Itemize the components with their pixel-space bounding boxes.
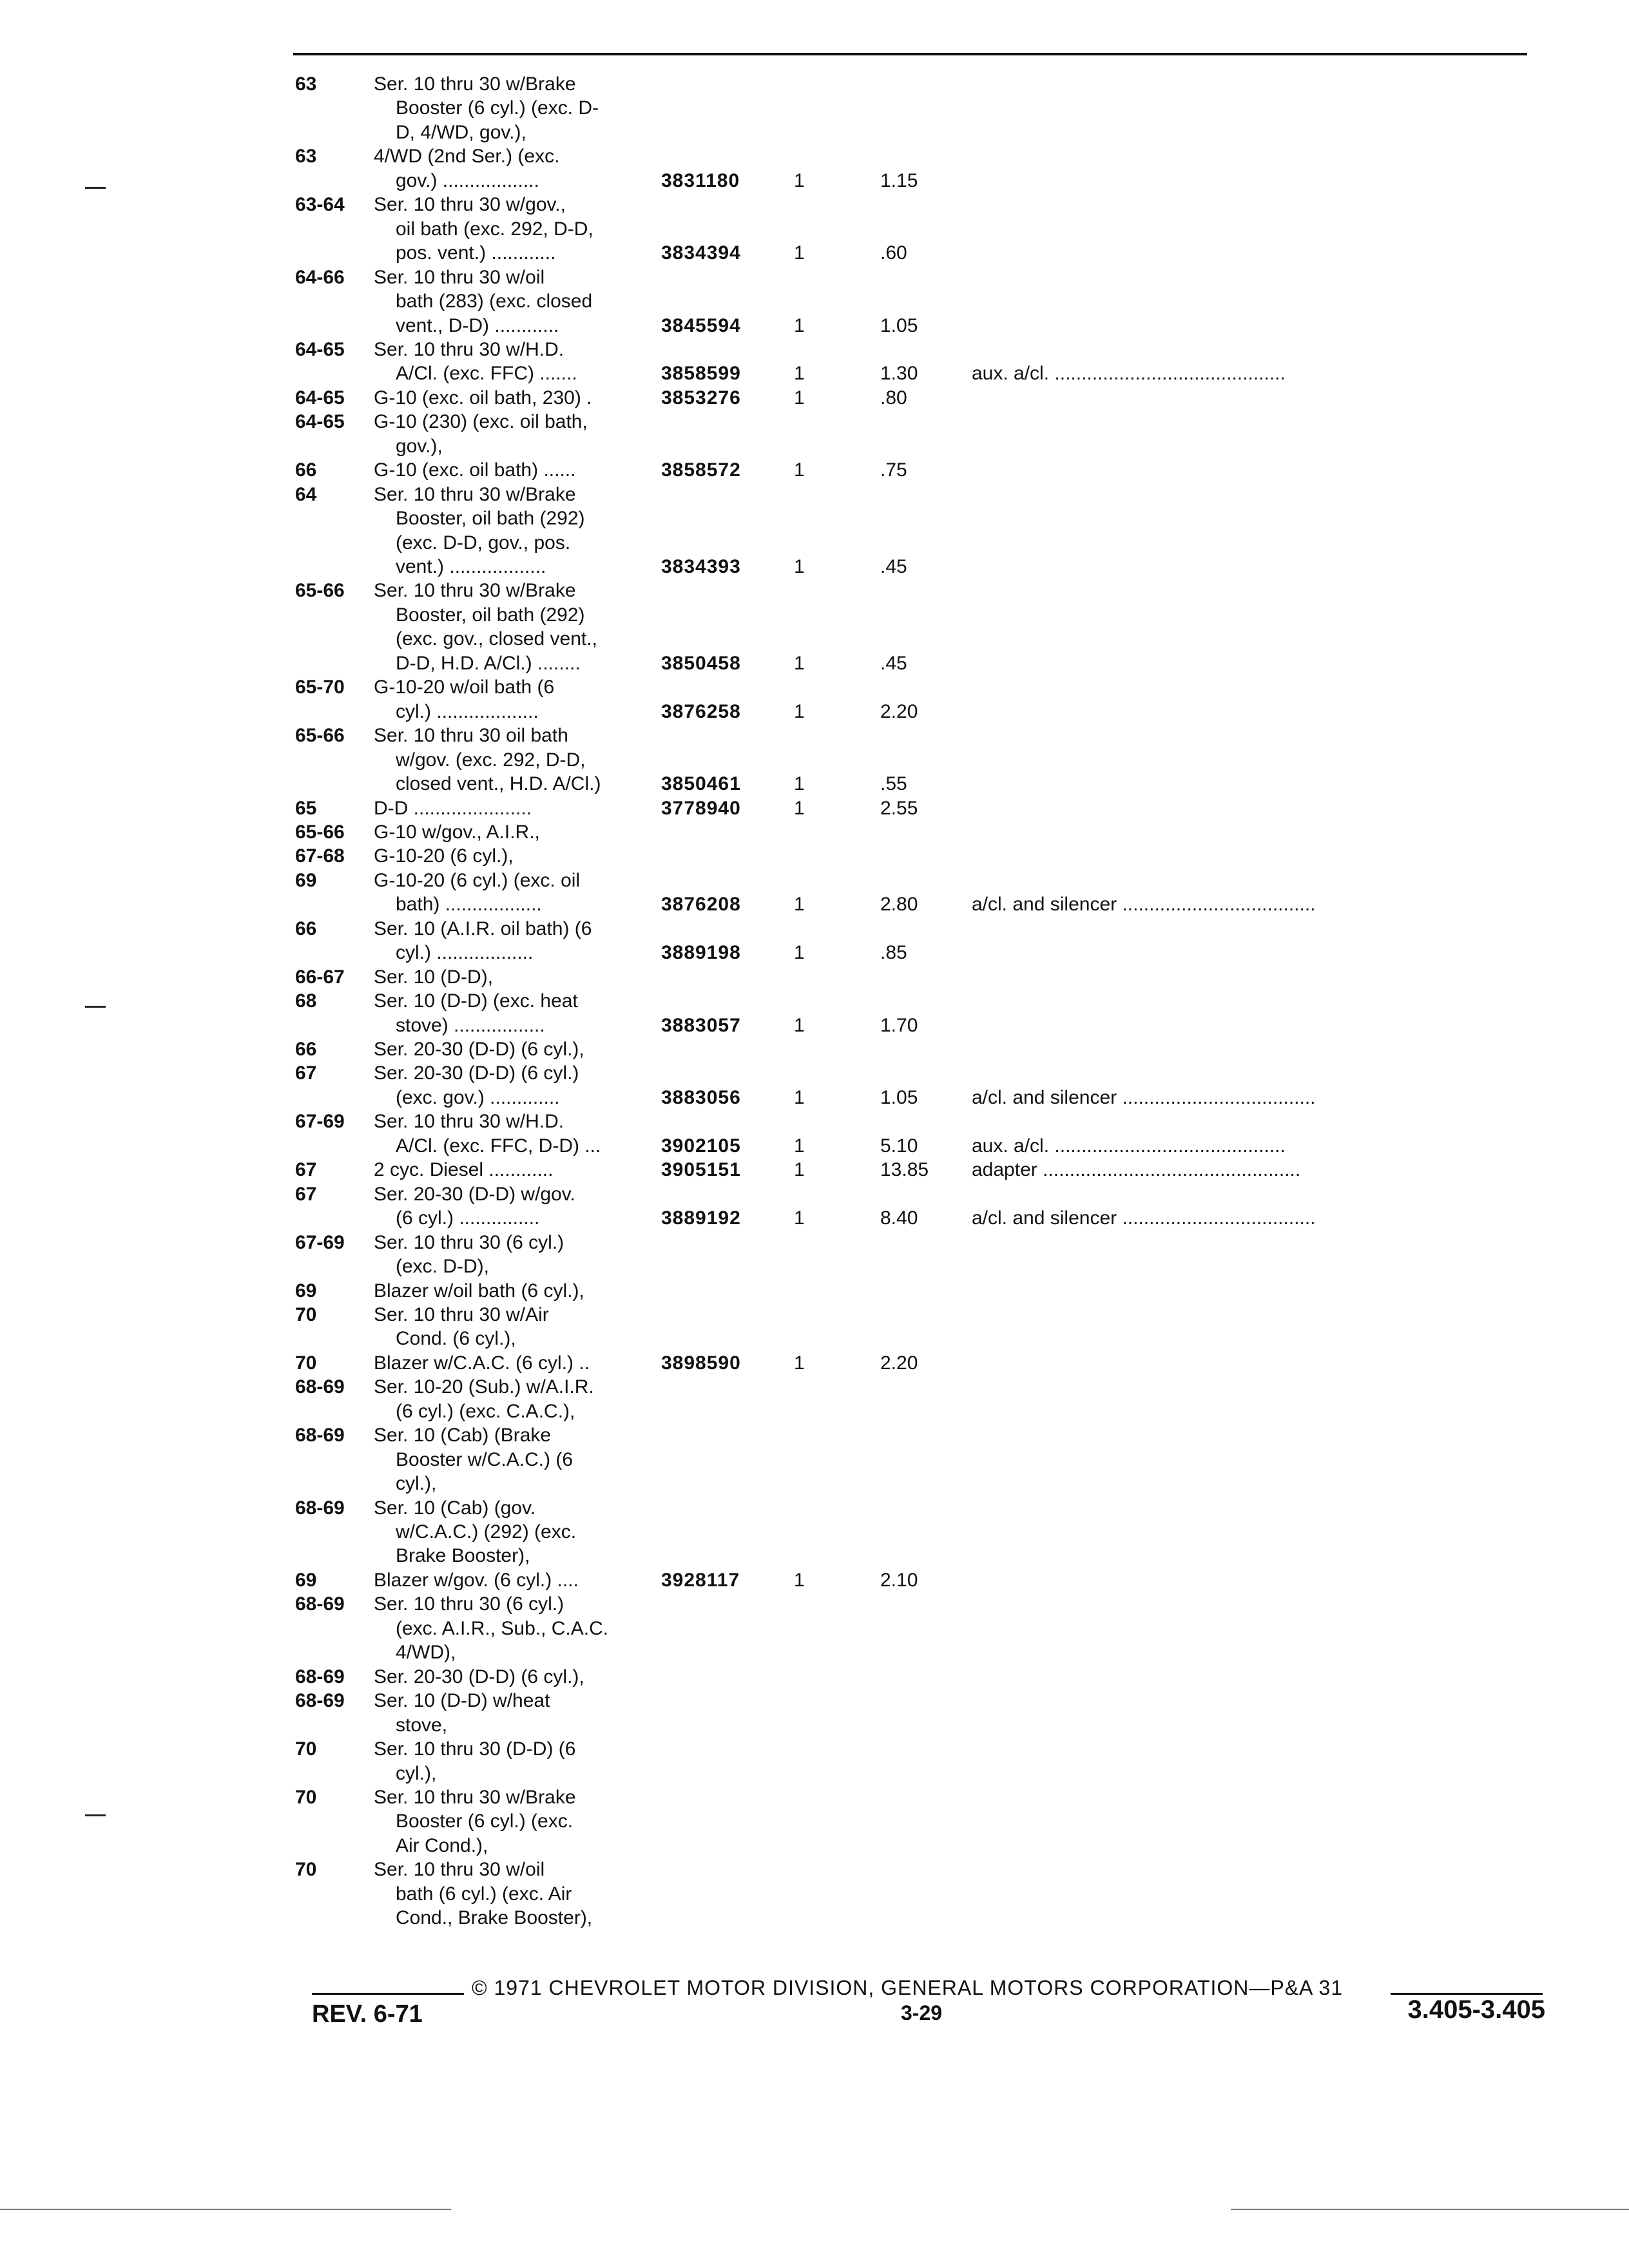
table-row xyxy=(0,1858,1629,1881)
price: 1.05 xyxy=(880,314,918,336)
application-description: (exc. gov.) ............. xyxy=(396,1086,560,1108)
model-year: 63 xyxy=(295,73,317,95)
part-number: 3834393 xyxy=(661,556,741,577)
table-row xyxy=(0,555,1629,579)
model-year: 70 xyxy=(295,1859,317,1881)
quantity: 1 xyxy=(794,1135,805,1157)
table-row xyxy=(0,1544,1629,1568)
table-row xyxy=(0,869,1629,892)
application-description: Ser. 10 thru 30 w/oil xyxy=(374,266,545,288)
application-description: cyl.), xyxy=(396,1762,437,1784)
application-description: G-10 (exc. oil bath, 230) . xyxy=(374,387,592,408)
application-description: Blazer w/C.A.C. (6 cyl.) .. xyxy=(374,1352,590,1374)
application-description: Ser. 10 thru 30 w/Brake xyxy=(374,483,576,505)
price: 1.15 xyxy=(880,169,918,191)
part-number: 3778940 xyxy=(661,797,741,819)
table-row xyxy=(0,169,1629,193)
application-description: stove, xyxy=(396,1714,448,1736)
table-row xyxy=(0,724,1629,747)
application-description: (exc. A.I.R., Sub., C.A.C. xyxy=(396,1617,609,1639)
application-description: Ser. 10 thru 30 w/oil xyxy=(374,1859,545,1881)
table-row xyxy=(0,1254,1629,1278)
application-description: Ser. 20-30 (D-D) (6 cyl.) xyxy=(374,1062,579,1084)
table-row xyxy=(0,193,1629,216)
model-year: 70 xyxy=(295,1786,317,1808)
model-year: 70 xyxy=(295,1303,317,1325)
price: 2.20 xyxy=(880,700,918,722)
table-row xyxy=(0,1448,1629,1472)
application-description: G-10-20 (6 cyl.) (exc. oil xyxy=(374,869,581,891)
table-row xyxy=(0,1134,1629,1158)
application-description: cyl.) ................... xyxy=(396,700,539,722)
quantity: 1 xyxy=(794,1159,805,1181)
scan-edge-line xyxy=(1231,2209,1629,2210)
application-description: (exc. D-D), xyxy=(396,1256,489,1278)
table-row xyxy=(0,1399,1629,1423)
part-number: 3905151 xyxy=(661,1159,741,1181)
table-row xyxy=(0,627,1629,651)
application-description: w/gov. (exc. 292, D-D, xyxy=(396,749,586,771)
model-year: 64-65 xyxy=(295,387,345,408)
table-row xyxy=(0,506,1629,530)
application-description: G-10-20 (6 cyl.), xyxy=(374,845,514,867)
model-year: 65-66 xyxy=(295,580,345,602)
quantity: 1 xyxy=(794,169,805,191)
part-note: adapter ................................................ xyxy=(972,1159,1301,1181)
table-row xyxy=(0,1279,1629,1303)
price: .45 xyxy=(880,652,907,674)
quantity: 1 xyxy=(794,314,805,336)
quantity: 1 xyxy=(794,1086,805,1108)
application-description: Ser. 10 thru 30 w/Brake xyxy=(374,73,576,95)
application-description: D-D, H.D. A/Cl.) ........ xyxy=(396,652,581,674)
part-number: 3889198 xyxy=(661,942,741,964)
application-description: Ser. 10 thru 30 w/H.D. xyxy=(374,338,564,360)
table-row xyxy=(0,844,1629,868)
model-year: 67 xyxy=(295,1159,317,1181)
part-number: 3928117 xyxy=(661,1569,740,1591)
table-row xyxy=(0,483,1629,506)
table-row xyxy=(0,96,1629,120)
application-description: G-10 (230) (exc. oil bath, xyxy=(374,411,588,433)
table-row xyxy=(0,1762,1629,1785)
table-row xyxy=(0,1713,1629,1737)
price: 2.80 xyxy=(880,894,918,916)
model-year: 68-69 xyxy=(295,1593,345,1615)
application-description: Ser. 10 thru 30 w/Air xyxy=(374,1303,549,1325)
application-description: D-D ...................... xyxy=(374,797,532,819)
part-number: 3876258 xyxy=(661,700,741,722)
application-description: Ser. 10 (Cab) (gov. xyxy=(374,1497,536,1519)
price: .45 xyxy=(880,556,907,577)
quantity: 1 xyxy=(794,1207,805,1229)
table-row xyxy=(0,1665,1629,1689)
table-row xyxy=(0,1834,1629,1858)
table-row xyxy=(0,1689,1629,1713)
part-note: a/cl. and silencer .................................... xyxy=(972,1086,1316,1108)
application-description: Brake Booster), xyxy=(396,1545,530,1567)
part-number: 3850461 xyxy=(661,773,741,795)
quantity: 1 xyxy=(794,1569,805,1591)
table-row xyxy=(0,144,1629,168)
application-description: G-10 w/gov., A.I.R., xyxy=(374,821,540,843)
model-year: 63-64 xyxy=(295,194,345,216)
model-year: 64 xyxy=(295,483,317,505)
table-row xyxy=(0,72,1629,96)
table-row xyxy=(0,772,1629,796)
table-row xyxy=(0,941,1629,965)
application-description: bath (283) (exc. closed xyxy=(396,291,593,312)
application-description: cyl.), xyxy=(396,1473,437,1495)
application-description: Booster, oil bath (292) xyxy=(396,508,585,530)
table-row xyxy=(0,579,1629,602)
application-description: cyl.) .................. xyxy=(396,942,534,964)
model-year: 66 xyxy=(295,918,317,939)
table-row xyxy=(0,965,1629,989)
model-year: 69 xyxy=(295,869,317,891)
table-row xyxy=(0,1617,1629,1640)
model-year: 68-69 xyxy=(295,1690,345,1712)
application-description: Air Cond.), xyxy=(396,1834,488,1856)
table-row xyxy=(0,1182,1629,1206)
copyright-notice: © 1971 CHEVROLET MOTOR DIVISION, GENERAL MOTORS CORPORATION—P&A 31 xyxy=(472,1976,1344,1999)
part-number: 3858599 xyxy=(661,363,741,385)
table-row xyxy=(0,458,1629,482)
application-description: vent.) .................. xyxy=(396,556,546,577)
table-row xyxy=(0,1906,1629,1930)
table-row xyxy=(0,1472,1629,1495)
table-row xyxy=(0,1640,1629,1664)
model-year: 69 xyxy=(295,1569,317,1591)
part-number: 3889192 xyxy=(661,1207,741,1229)
table-row xyxy=(0,1158,1629,1182)
model-year: 66 xyxy=(295,459,317,481)
application-description: pos. vent.) ............ xyxy=(396,242,556,264)
application-description: (exc. gov., closed vent., xyxy=(396,628,597,650)
model-year: 66 xyxy=(295,1039,317,1060)
application-description: Cond. (6 cyl.), xyxy=(396,1328,516,1350)
model-year: 67 xyxy=(295,1062,317,1084)
table-row xyxy=(0,1592,1629,1616)
application-description: (exc. D-D, gov., pos. xyxy=(396,532,571,553)
table-row xyxy=(0,241,1629,265)
part-number: 3845594 xyxy=(661,314,741,336)
price: .80 xyxy=(880,387,907,408)
model-year: 65-70 xyxy=(295,677,345,698)
model-year: 70 xyxy=(295,1352,317,1374)
model-year: 64-66 xyxy=(295,266,345,288)
part-number: 3883057 xyxy=(661,1014,741,1036)
table-row xyxy=(0,1520,1629,1544)
application-description: Ser. 10 thru 30 w/H.D. xyxy=(374,1111,564,1133)
table-row xyxy=(0,796,1629,820)
application-description: (6 cyl.) ............... xyxy=(396,1207,540,1229)
quantity: 1 xyxy=(794,1352,805,1374)
quantity: 1 xyxy=(794,242,805,264)
table-row xyxy=(0,1809,1629,1833)
model-year: 68-69 xyxy=(295,1666,345,1687)
price: 5.10 xyxy=(880,1135,918,1157)
model-year: 70 xyxy=(295,1738,317,1760)
table-row xyxy=(0,748,1629,772)
table-row xyxy=(0,651,1629,675)
table-row xyxy=(0,1206,1629,1230)
table-row xyxy=(0,314,1629,338)
application-description: (6 cyl.) (exc. C.A.C.), xyxy=(396,1400,575,1422)
revision-label: REV. 6-71 xyxy=(312,2001,423,2028)
application-description: Ser. 10 thru 30 oil bath xyxy=(374,725,568,747)
application-description: A/Cl. (exc. FFC, D-D) ... xyxy=(396,1135,601,1157)
model-year: 65 xyxy=(295,797,317,819)
model-year: 67 xyxy=(295,1183,317,1205)
quantity: 1 xyxy=(794,556,805,577)
price: 1.70 xyxy=(880,1014,918,1036)
part-note: aux. a/cl. ........................................... xyxy=(972,363,1286,385)
price: 1.05 xyxy=(880,1086,918,1108)
quantity: 1 xyxy=(794,894,805,916)
application-description: Ser. 20-30 (D-D) w/gov. xyxy=(374,1183,575,1205)
model-year: 66-67 xyxy=(295,966,345,988)
quantity: 1 xyxy=(794,1014,805,1036)
application-description: Ser. 10 (Cab) (Brake xyxy=(374,1425,552,1446)
table-row xyxy=(0,1785,1629,1809)
application-description: gov.) .................. xyxy=(396,169,539,191)
table-row xyxy=(0,265,1629,289)
part-number: 3858572 xyxy=(661,459,741,481)
price: 8.40 xyxy=(880,1207,918,1229)
price: .60 xyxy=(880,242,907,264)
table-row xyxy=(0,989,1629,1013)
application-description: Booster, oil bath (292) xyxy=(396,604,585,626)
model-year: 65-66 xyxy=(295,725,345,747)
application-description: vent., D-D) ............ xyxy=(396,314,559,336)
model-year: 68-69 xyxy=(295,1425,345,1446)
application-description: G-10-20 w/oil bath (6 xyxy=(374,677,555,698)
table-row xyxy=(0,1496,1629,1520)
top-rule xyxy=(293,53,1527,55)
application-description: Ser. 10-20 (Sub.) w/A.I.R. xyxy=(374,1376,594,1398)
application-description: Ser. 20-30 (D-D) (6 cyl.), xyxy=(374,1039,584,1060)
application-description: oil bath (exc. 292, D-D, xyxy=(396,218,593,240)
table-row xyxy=(0,386,1629,410)
table-row xyxy=(0,1303,1629,1327)
table-row xyxy=(0,1327,1629,1350)
table-row xyxy=(0,1351,1629,1375)
model-year: 68-69 xyxy=(295,1497,345,1519)
table-row xyxy=(0,892,1629,916)
application-description: Ser. 10 thru 30 (6 cyl.) xyxy=(374,1593,564,1615)
application-description: D, 4/WD, gov.), xyxy=(396,121,526,143)
model-year: 69 xyxy=(295,1280,317,1302)
price: .75 xyxy=(880,459,907,481)
part-number: 3850458 xyxy=(661,652,741,674)
model-year: 67-69 xyxy=(295,1231,345,1253)
application-description: Ser. 10 thru 30 w/gov., xyxy=(374,194,566,216)
price: 2.10 xyxy=(880,1569,918,1591)
application-description: Booster (6 cyl.) (exc. xyxy=(396,1811,574,1832)
application-description: G-10 (exc. oil bath) ...... xyxy=(374,459,576,481)
quantity: 1 xyxy=(794,700,805,722)
table-row xyxy=(0,1568,1629,1592)
part-number: 3853276 xyxy=(661,387,741,408)
part-number: 3831180 xyxy=(661,169,740,191)
price: .55 xyxy=(880,773,907,795)
model-year: 68-69 xyxy=(295,1376,345,1398)
application-description: bath) .................. xyxy=(396,894,542,916)
application-description: Ser. 10 (D-D) (exc. heat xyxy=(374,990,578,1012)
table-row xyxy=(0,700,1629,724)
table-row xyxy=(0,531,1629,555)
table-row xyxy=(0,1231,1629,1254)
quantity: 1 xyxy=(794,773,805,795)
application-description: stove) ................. xyxy=(396,1014,545,1036)
part-note: a/cl. and silencer .................................... xyxy=(972,894,1316,916)
table-row xyxy=(0,1737,1629,1761)
application-description: Blazer w/gov. (6 cyl.) .... xyxy=(374,1569,579,1591)
application-description: Ser. 10 (D-D) w/heat xyxy=(374,1690,550,1712)
application-description: bath (6 cyl.) (exc. Air xyxy=(396,1883,572,1905)
table-row xyxy=(0,1110,1629,1133)
table-row xyxy=(0,1423,1629,1447)
quantity: 1 xyxy=(794,797,805,819)
application-description: gov.), xyxy=(396,435,443,457)
page-number: 3-29 xyxy=(901,2001,943,2024)
application-description: Ser. 10 thru 30 (D-D) (6 xyxy=(374,1738,576,1760)
table-row xyxy=(0,675,1629,699)
footer-rule-left xyxy=(312,1993,464,1995)
quantity: 1 xyxy=(794,459,805,481)
table-row xyxy=(0,1375,1629,1399)
application-description: A/Cl. (exc. FFC) ....... xyxy=(396,363,577,385)
part-number: 3876208 xyxy=(661,894,741,916)
model-year: 64-65 xyxy=(295,338,345,360)
table-row xyxy=(0,603,1629,627)
price: 13.85 xyxy=(880,1159,929,1181)
model-year: 63 xyxy=(295,146,317,168)
part-number: 3898590 xyxy=(661,1352,741,1374)
scan-edge-line xyxy=(0,2209,451,2210)
table-row xyxy=(0,1014,1629,1037)
application-description: Ser. 10 thru 30 w/Brake xyxy=(374,580,576,602)
application-description: Ser. 10 (D-D), xyxy=(374,966,494,988)
quantity: 1 xyxy=(794,387,805,408)
quantity: 1 xyxy=(794,942,805,964)
part-number: 3883056 xyxy=(661,1086,741,1108)
table-row xyxy=(0,820,1629,844)
application-description: w/C.A.C.) (292) (exc. xyxy=(396,1521,577,1542)
quantity: 1 xyxy=(794,652,805,674)
table-row xyxy=(0,120,1629,144)
application-description: closed vent., H.D. A/Cl.) xyxy=(396,773,601,795)
model-year: 67-69 xyxy=(295,1111,345,1133)
section-number: 3.405-3.405 xyxy=(1407,1995,1545,2024)
application-description: 4/WD), xyxy=(396,1642,456,1664)
table-row xyxy=(0,289,1629,313)
price: 2.55 xyxy=(880,797,918,819)
price: .85 xyxy=(880,942,907,964)
part-note: a/cl. and silencer .................................... xyxy=(972,1207,1316,1229)
model-year: 65-66 xyxy=(295,821,345,843)
table-row xyxy=(0,917,1629,941)
part-number: 3902105 xyxy=(661,1135,741,1157)
table-row xyxy=(0,1086,1629,1110)
table-row xyxy=(0,1882,1629,1906)
table-row xyxy=(0,361,1629,385)
application-description: Booster (6 cyl.) (exc. D- xyxy=(396,97,599,119)
price: 2.20 xyxy=(880,1352,918,1374)
application-description: 2 cyc. Diesel ............ xyxy=(374,1159,554,1181)
table-row xyxy=(0,338,1629,361)
price: 1.30 xyxy=(880,363,918,385)
application-description: Cond., Brake Booster), xyxy=(396,1907,593,1929)
application-description: Booster w/C.A.C.) (6 xyxy=(396,1448,574,1470)
table-row xyxy=(0,217,1629,241)
table-row xyxy=(0,1037,1629,1061)
model-year: 67-68 xyxy=(295,845,345,867)
table-row xyxy=(0,434,1629,458)
part-number: 3834394 xyxy=(661,242,741,264)
part-note: aux. a/cl. ........................................... xyxy=(972,1135,1286,1157)
application-description: Blazer w/oil bath (6 cyl.), xyxy=(374,1280,584,1302)
application-description: 4/WD (2nd Ser.) (exc. xyxy=(374,146,560,168)
model-year: 64-65 xyxy=(295,411,345,433)
application-description: Ser. 10 thru 30 (6 cyl.) xyxy=(374,1231,564,1253)
application-description: Ser. 10 thru 30 w/Brake xyxy=(374,1786,576,1808)
table-row xyxy=(0,410,1629,434)
quantity: 1 xyxy=(794,363,805,385)
model-year: 68 xyxy=(295,990,317,1012)
application-description: Ser. 10 (A.I.R. oil bath) (6 xyxy=(374,918,592,939)
application-description: Ser. 20-30 (D-D) (6 cyl.), xyxy=(374,1666,584,1687)
table-row xyxy=(0,1061,1629,1085)
